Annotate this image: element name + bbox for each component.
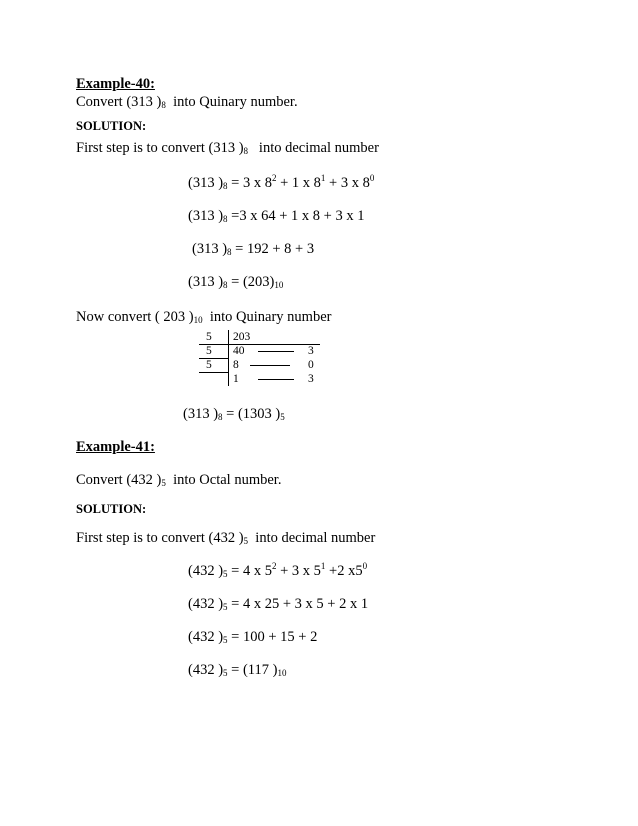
division-value: 1 — [233, 373, 239, 385]
division-rule — [199, 358, 228, 359]
example-40-equation-2: (313 )$_8 =3$ x 64 + 1 x 8 + 3 x 1 — [188, 208, 365, 224]
example-41-solution-label: SOLUTION: — [76, 502, 147, 516]
division-value: 40 — [233, 345, 245, 357]
division-remainder: 3 — [308, 373, 314, 385]
example-41-step1: First step is to convert (432 )$_5$ into decimal number — [76, 530, 376, 546]
division-rule — [199, 344, 320, 345]
division-remainder: 3 — [308, 345, 314, 357]
division-divider-vertical — [228, 330, 229, 386]
division-value: 203 — [233, 331, 251, 343]
example-40-question: Convert (313 )$_8$ into Quinary number. — [76, 94, 298, 110]
example-40-now-convert: Now convert ( 203 )$_{10}$ into Quinary number — [76, 309, 332, 325]
example-41-equation-3: (432 )$_5 = 100 + 15 + 2$ — [188, 629, 318, 645]
example-41-equation-1: (432 )$_5 = 4$ x $5^2 + 3$ x $5^1 +2$ $x5^0$ — [188, 561, 368, 579]
division-value: 8 — [233, 359, 239, 371]
example-41-equation-4: (432 )$_5 = (117$ )$_{10}$ — [188, 662, 287, 678]
example-40-result: (313 )$_8 = (1303$ )$_5$ — [183, 406, 285, 422]
example-40-solution-label: SOLUTION: — [76, 119, 147, 133]
example-40-equation-1: (313 )$_8 = 3$ x $8^2 + 1$ x $8^1 + 3$ x $8^0$ — [188, 173, 375, 191]
example-40-equation-3: (313 )$_8 = 192 + 8 + 3$ — [192, 241, 315, 257]
division-divisor: 5 — [206, 331, 212, 343]
example-40-equation-4: (313 )$_8 = (203)_{10}$ — [188, 274, 284, 290]
example-40-heading: Example-40: — [76, 76, 155, 92]
division-rule — [199, 372, 228, 373]
remainder-arrow-line — [258, 351, 294, 352]
example-40-step1: First step is to convert (313 )$_8$ into decimal number — [76, 140, 379, 156]
remainder-arrow-line — [258, 379, 294, 380]
division-remainder: 0 — [308, 359, 314, 371]
example-41-heading: Example-41: — [76, 439, 155, 455]
division-divisor: 5 — [206, 359, 212, 371]
example-41-equation-2: (432 )$_5 = 4$ x 25 + 3 x 5 + 2 x 1 — [188, 596, 369, 612]
remainder-arrow-line — [250, 365, 290, 366]
example-41-question: Convert (432 )$_5$ into Octal number. — [76, 472, 282, 488]
division-divisor: 5 — [206, 345, 212, 357]
